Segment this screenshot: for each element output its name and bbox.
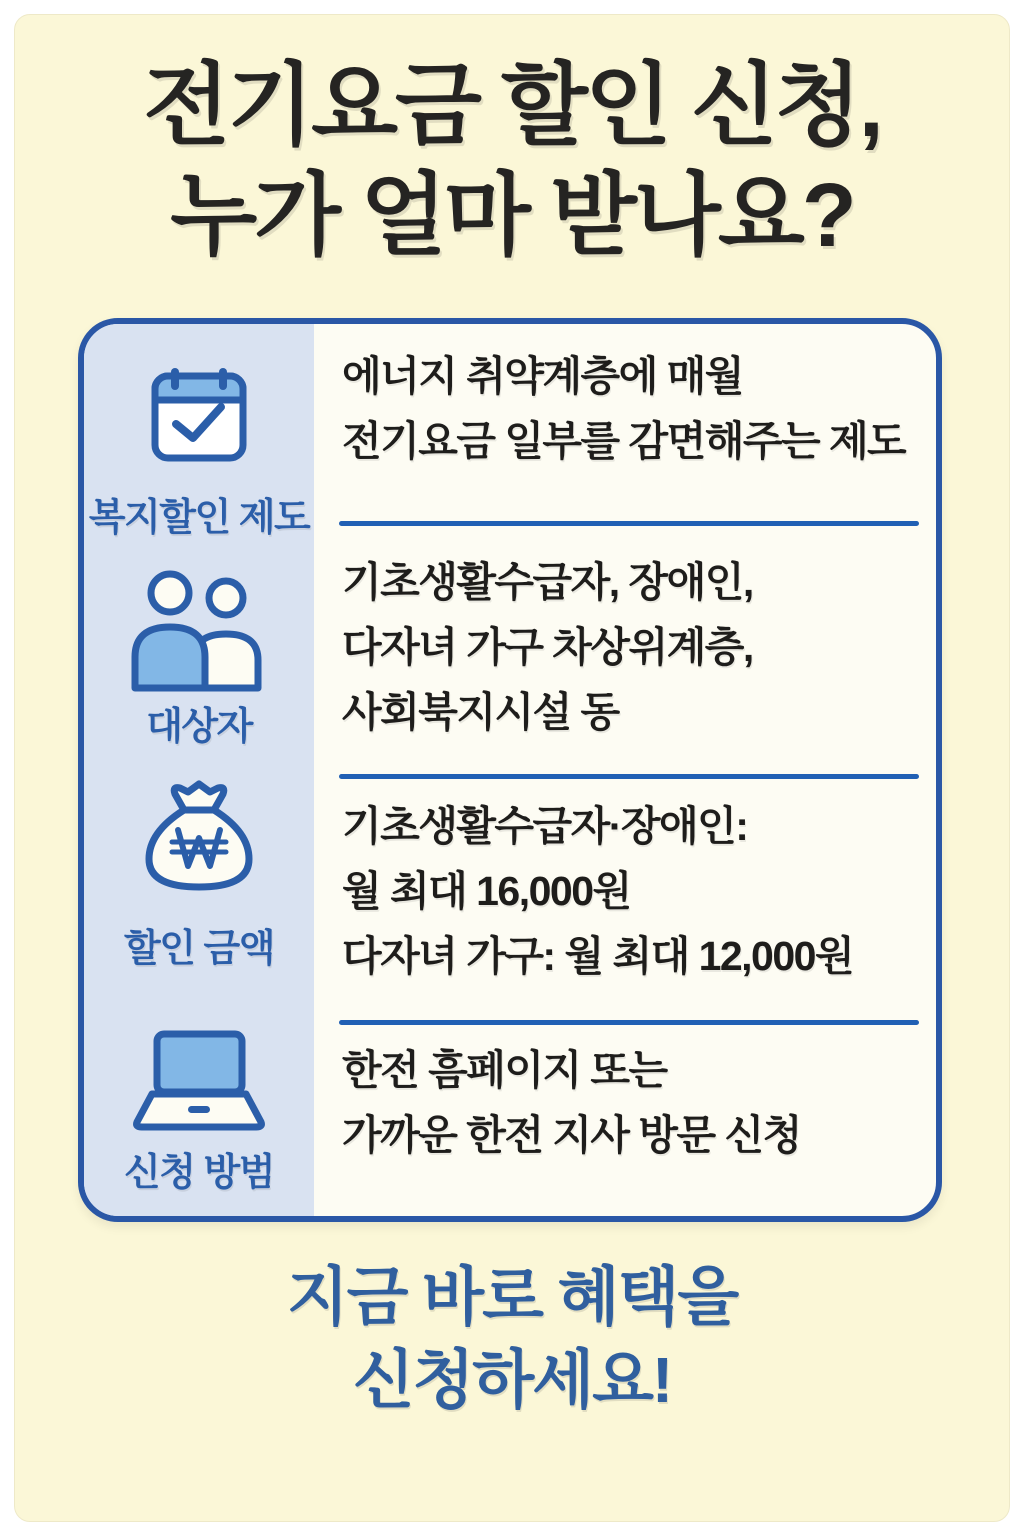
text-line: 가까운 한전 지사 방문 신청 (342, 1112, 801, 1158)
money-bag-won-icon (84, 780, 314, 906)
text-line: 다자녀 가구: 월 최대 12,000원 (342, 933, 854, 979)
page-title-line2: 누가 얼마 받나요? (170, 165, 854, 266)
row-label-eligible: 대상자 (146, 706, 252, 748)
text-line: 사회북지시설 동 (342, 689, 619, 735)
row-label-program: 복지할인 제도 (88, 497, 310, 539)
row-text-amount (342, 794, 922, 989)
info-card (78, 318, 942, 1222)
text-line: 전기요금 일부를 감면해주는 제도 (342, 418, 906, 464)
row-label-apply: 신청 방범 (124, 1152, 274, 1194)
text-line: 에너지 취약계층에 매월 (342, 353, 743, 399)
row-text-eligible (342, 550, 922, 745)
footer-cta (0, 1256, 1024, 1422)
laptop-icon (84, 1028, 314, 1132)
footer-cta-line1: 지금 바로 혜택을 (286, 1261, 738, 1333)
divider (339, 774, 919, 779)
footer-cta-line2: 신청하세요! (352, 1344, 672, 1417)
row-label-amount: 할인 금액 (124, 928, 274, 970)
text-line: 기초생활수급자, 장애인, (342, 559, 753, 605)
text-line: 월 최대 16,000원 (342, 868, 631, 914)
text-line: 기초생활수급자·장애인: (342, 803, 748, 849)
divider (339, 521, 919, 526)
row-text-program (342, 344, 922, 474)
text-line: 한전 흠페이지 또는 (342, 1047, 667, 1093)
calendar-check-icon (84, 362, 314, 466)
divider (339, 1020, 919, 1025)
text-line: 다자녀 가구 차상위계층, (342, 624, 753, 670)
row-text-apply (342, 1038, 922, 1168)
page-title-line1: 전기요금 할인 신청, (143, 56, 881, 156)
people-icon (84, 568, 314, 694)
page-title (0, 52, 1024, 272)
